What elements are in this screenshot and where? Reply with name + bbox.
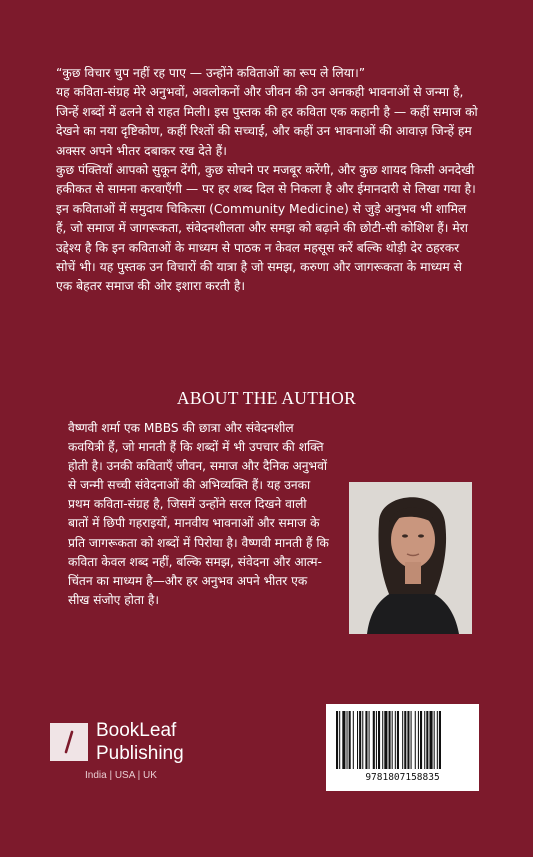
blurb-quote: “कुछ विचार चुप नहीं रह पाए — उन्होंने कविताओं का रूप ले लिया।” [56,66,366,80]
publisher-name [96,719,184,765]
author-bio: वैष्णवी शर्मा एक MBBS की छात्रा और संवेदनशील कवयित्री हैं, जो मानती हैं कि शब्दों में भी उपचार की शक्ति होती है। उनकी कविताएँ जीवन, समाज और दैनिक अनुभवों से जन्मी सच्ची संवेदनाओं की अभिव्यक्ति हैं। यह उनका प्रथम कविता-संग्रह है, जिसमें उन्होंने सरल दिखने वाली बातों में छिपी गहराइयों, मानवीय भावनाओं और समाज के प्रति जागरूकता को शब्दों में पिरोया है। वैष्णवी मानती हैं कि कविता केवल शब्द नहीं, बल्कि समझ, संवेदना और आत्म-चिंतन का माध्यम है—और हर अनुभव अपने भीतर एक सीख संजोए होता है। [68,421,329,607]
isbn-number: 9781807158835 [365,772,440,783]
bookleaf-logo-icon [50,723,88,761]
about-author-heading: ABOUT THE AUTHOR [176,388,357,408]
isbn-barcode [326,704,479,791]
blurb-paragraph-2: कुछ पंक्तियाँ आपको सुकून देंगी, कुछ सोचने पर मजबूर करेंगी, और कुछ शायद किसी अनदेखी हकीकत से सामना करवाएँगी — पर हर शब्द दिल से निकला है और ईमानदारी से लिखा गया है। इन कविताओं में समुदाय चिकित्सा (Community Medicine) से जुड़े अनुभव भी शामिल हैं, जो समाज में जागरूकता, संवेदनशीलता और समझ को बढ़ाने की छोटी-सी कोशिश हैं। मेरा उद्देश्य है कि इन कविताओं के माध्यम से पाठक न केवल महसूस करें बल्कि थोड़ी देर ठहरकर सोचें भी। यह पुस्तक उन विचारों की यात्रा है जो समझ, करुणा और जागरूकता के माध्यम से एक बेहतर समाज की ओर इशारा करती है। [56,163,476,294]
book-blurb [56,64,480,297]
blurb-paragraph-1: यह कविता-संग्रह मेरे अनुभवों, अवलोकनों और जीवन की उन अनकही भावनाओं से जन्मा है, जिन्हें शब्दों में ढलने से राहत मिली। इस पुस्तक की हर कविता एक कहानी है — कहीं समाज को देखने का नया दृष्टिकोण, कहीं रिश्तों की सच्चाई, और कहीं उन भावनाओं की आवाज़ जिन्हें हम अक्सर अपने भीतर दबाकर रख देते हैं। [56,85,478,158]
author-photo [349,482,472,634]
publisher-locations: India | USA | UK [85,770,157,781]
publisher-name-line2: Publishing [96,743,184,764]
publisher-name-line1: BookLeaf [96,720,177,741]
barcode-bars [334,711,471,769]
